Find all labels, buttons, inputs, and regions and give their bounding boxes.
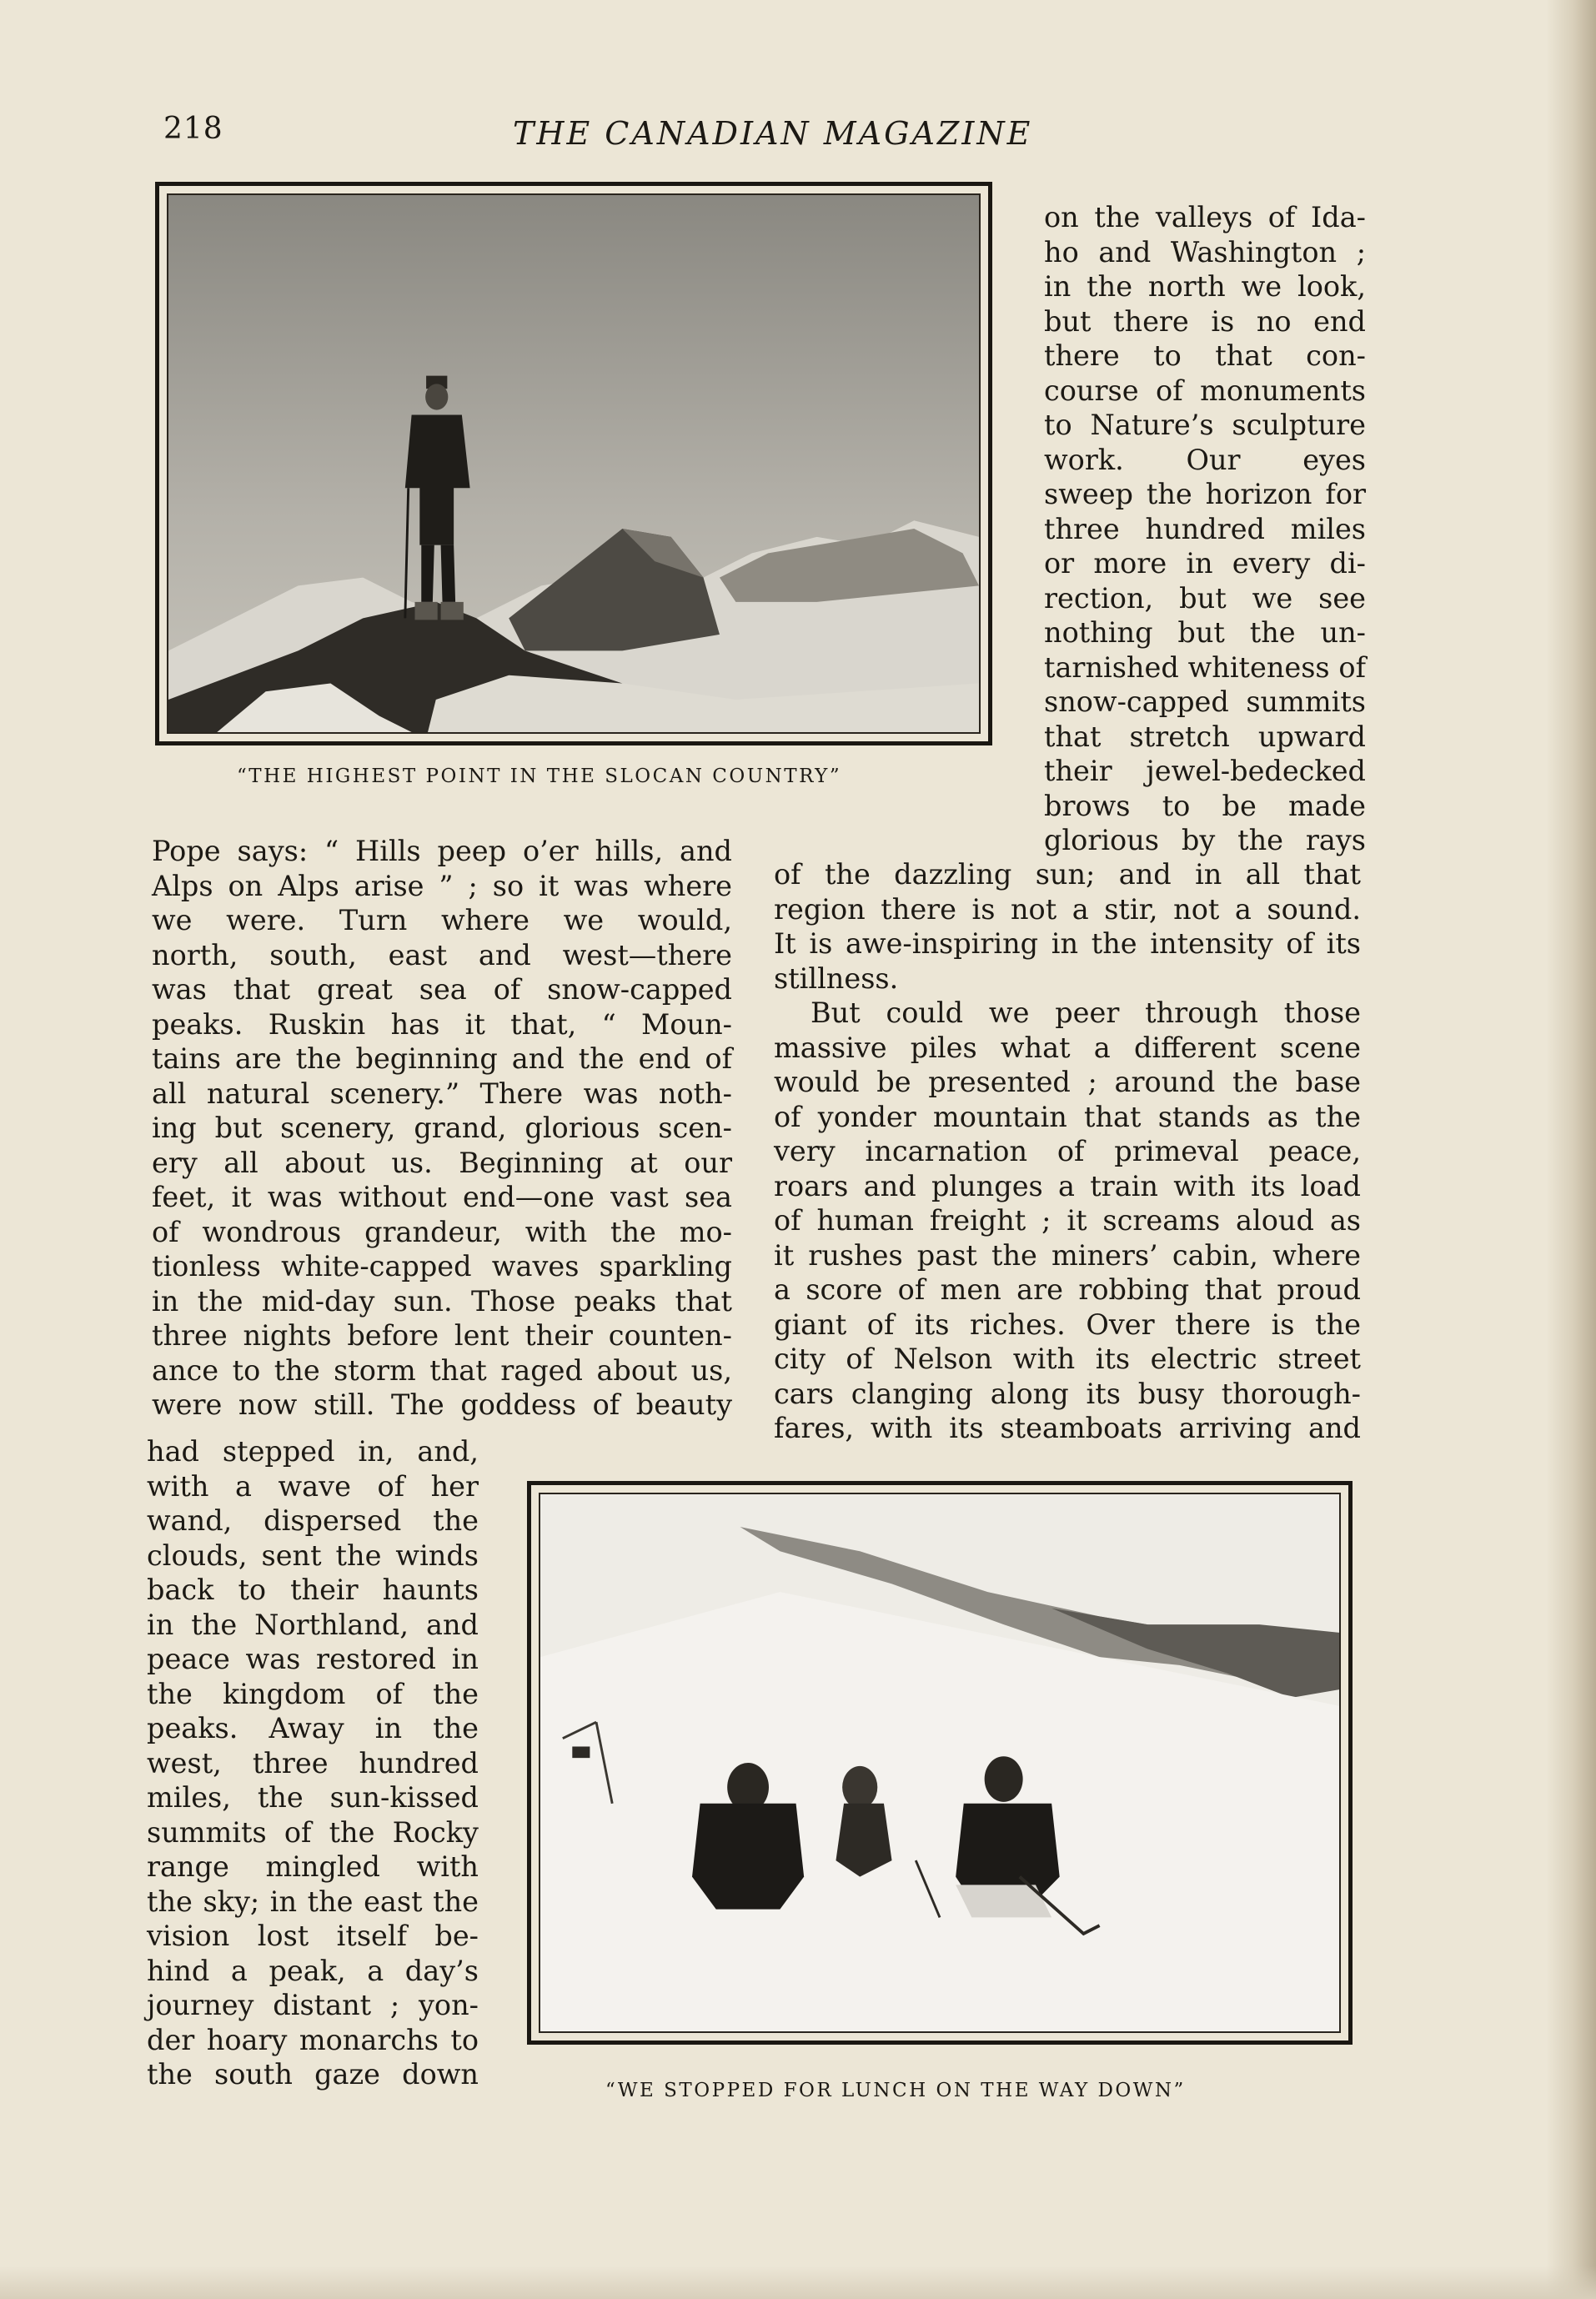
text-line: in the mid-day sun. Those peaks that: [152, 1284, 732, 1318]
text-line: range mingled with: [147, 1850, 479, 1883]
text-line: ing but scenery, grand, glorious scen-: [152, 1112, 732, 1144]
text-line: tionless white-capped waves sparkling: [152, 1250, 732, 1283]
text-line: hind a peak, a day’s: [147, 1954, 479, 1987]
text-line: snow-capped summits: [1044, 685, 1366, 718]
text-line: there to that con-: [1044, 339, 1366, 372]
text-line: nothing but the un-: [1044, 616, 1366, 649]
text-line: had stepped in, and,: [147, 1435, 479, 1468]
text-line: a score of men are robbing that proud: [774, 1273, 1361, 1306]
summit-photo-image: [167, 193, 981, 734]
text-line: city of Nelson with its electric street: [774, 1343, 1361, 1375]
text-line: three nights before lent their counten-: [152, 1319, 732, 1352]
text-line: peace was restored in: [147, 1643, 479, 1675]
text-line: it rushes past the miners’ cabin, where: [774, 1238, 1361, 1272]
text-line: that stretch upward: [1044, 720, 1366, 753]
text-line: all natural scenery.” There was noth-: [152, 1077, 732, 1110]
text-line: roars and plunges a train with its load: [774, 1169, 1361, 1202]
text-line: fares, with its steamboats arriving and: [774, 1412, 1361, 1444]
text-line: stillness.: [774, 961, 899, 995]
text-line: wand, dispersed the: [147, 1504, 479, 1537]
text-line: very incarnation of primeval peace,: [774, 1135, 1361, 1167]
text-line: west, three hundred: [147, 1746, 479, 1779]
running-title: THE CANADIAN MAGAZINE: [513, 115, 1033, 152]
text-line: miles, the sun-kissed: [147, 1781, 479, 1814]
text-line: der hoary monarchs to: [147, 2023, 479, 2056]
text-line: three hundred miles: [1044, 512, 1366, 545]
text-line: rection, but we see: [1044, 581, 1366, 615]
text-line: ance to the storm that raged about us,: [152, 1353, 732, 1387]
lunch-photo-image: [539, 1493, 1341, 2033]
text-line: It is awe-inspiring in the intensity of its: [774, 927, 1361, 960]
text-line: of the dazzling sun; and in all that: [774, 858, 1361, 891]
text-line: or more in every di-: [1044, 547, 1366, 580]
text-line: on the valleys of Ida-: [1044, 201, 1366, 233]
text-line: region there is not a stir, not a sound.: [774, 892, 1361, 926]
text-line: the sky; in the east the: [147, 1885, 479, 1918]
text-line: giant of its riches. Over there is the: [774, 1308, 1361, 1341]
text-line: ho and Washington ;: [1044, 235, 1366, 269]
figure-lunch-photo: [527, 1481, 1353, 2045]
text-line: of yonder mountain that stands as the: [774, 1100, 1361, 1133]
page-bottom-shadow: [0, 2266, 1596, 2299]
summit-photo-illustration: [168, 195, 979, 732]
text-line: cars clanging along its busy thorough-: [774, 1377, 1361, 1410]
text-line: sweep the horizon for: [1044, 478, 1366, 510]
text-line: ery all about us. Beginning at our: [152, 1146, 732, 1179]
text-line: in the Northland, and: [147, 1608, 479, 1641]
text-column-right-mid: [774, 857, 1361, 1446]
figure-summit-photo: [155, 182, 992, 745]
text-line: north, south, east and west—there: [152, 938, 732, 971]
text-line: brows to be made: [1044, 789, 1366, 822]
text-line: But could we peer through those: [811, 996, 1361, 1029]
text-line: but there is no end: [1044, 304, 1366, 338]
text-line: tarnished whiteness of: [1044, 650, 1366, 684]
text-line: massive piles what a different scene: [774, 1031, 1361, 1064]
text-line: course of monuments: [1044, 374, 1366, 407]
text-line: with a wave of her: [147, 1469, 479, 1503]
text-line: would be presented ; around the base: [774, 1066, 1361, 1098]
figure-caption-summit: “THE HIGHEST POINT IN THE SLOCAN COUNTRY”: [237, 765, 842, 787]
page-number: 218: [163, 112, 223, 146]
text-line: tains are the beginning and the end of: [152, 1042, 732, 1075]
text-line: work. Our eyes: [1044, 443, 1366, 476]
page-edge-shadow: [1546, 0, 1596, 2299]
lunch-photo-illustration: [540, 1494, 1339, 2031]
text-line: glorious by the rays: [1044, 824, 1366, 856]
text-line: the south gaze down: [147, 2058, 479, 2091]
text-line: Alps on Alps arise ” ; so it was where: [152, 869, 732, 902]
text-line: peaks. Away in the: [147, 1712, 479, 1744]
text-line: were now still. The goddess of beauty: [152, 1388, 732, 1421]
text-column-right-top: [1044, 200, 1366, 858]
text-line: of wondrous grandeur, with the mo-: [152, 1215, 732, 1248]
text-line: feet, it was without end—one vast sea: [152, 1181, 732, 1213]
text-line: vision lost itself be-: [147, 1920, 479, 1952]
text-line: Pope says: “ Hills peep o’er hills, and: [152, 835, 732, 867]
text-line: summits of the Rocky: [147, 1815, 479, 1849]
text-line: we were. Turn where we would,: [152, 904, 732, 936]
text-line: back to their haunts: [147, 1574, 479, 1606]
figure-caption-lunch: “WE STOPPED FOR LUNCH ON THE WAY DOWN”: [605, 2080, 1186, 2101]
text-line: journey distant ; yon-: [147, 1989, 479, 2021]
text-line: their jewel-bedecked: [1044, 755, 1366, 787]
text-line: the kingdom of the: [147, 1677, 479, 1710]
text-line: clouds, sent the winds: [147, 1539, 479, 1572]
text-line: of human freight ; it screams aloud as: [774, 1204, 1361, 1237]
text-line: in the north we look,: [1044, 270, 1366, 303]
text-column-left-wide: [152, 834, 732, 1423]
text-line: to Nature’s sculpture: [1044, 409, 1366, 441]
text-line: peaks. Ruskin has it that, “ Moun-: [152, 1007, 732, 1041]
text-column-left-narrow: [147, 1434, 479, 2092]
text-line: was that great sea of snow-capped: [152, 973, 732, 1006]
